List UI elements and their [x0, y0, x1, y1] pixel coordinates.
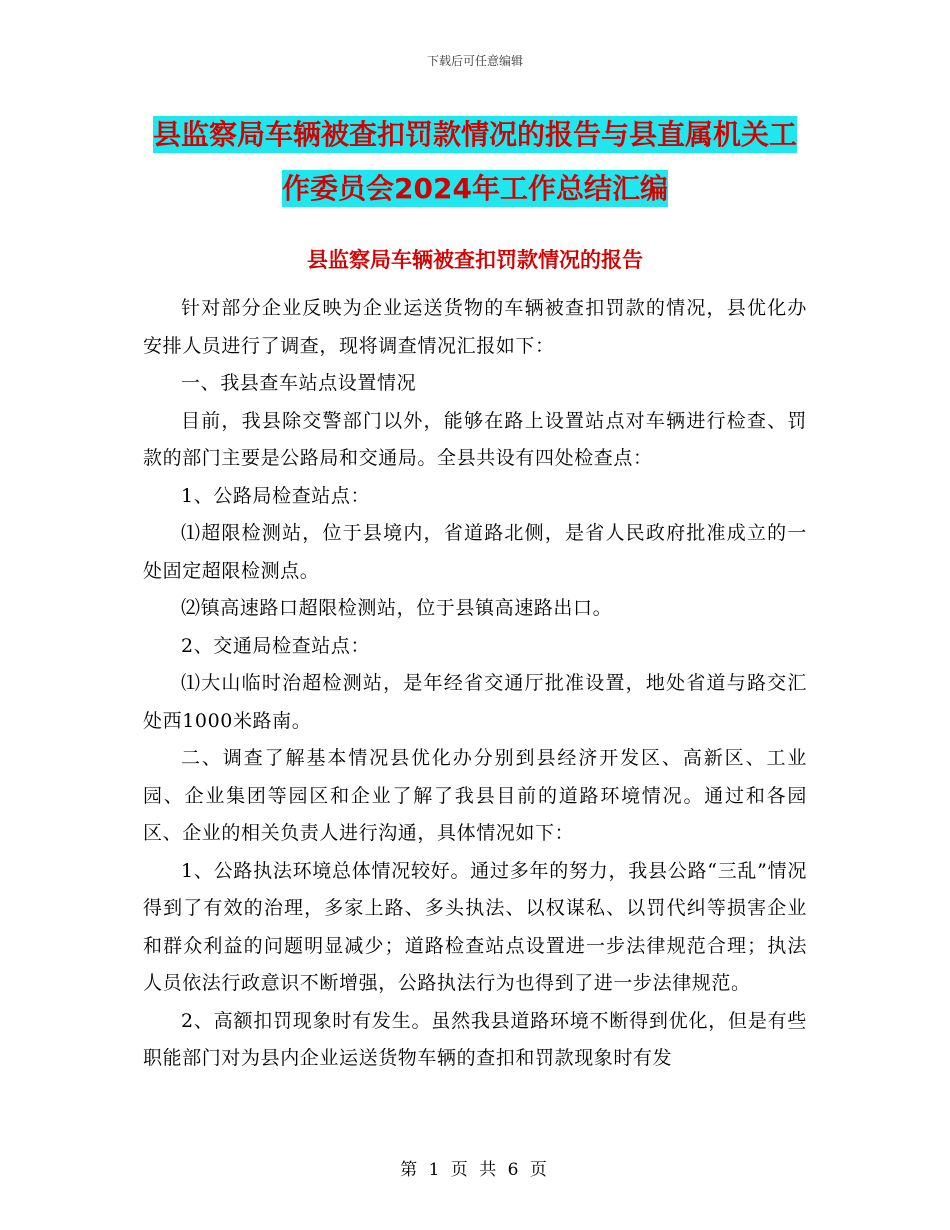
- paragraph: 2、高额扣罚现象时有发生。虽然我县道路环境不断得到优化，但是有些职能部门对为县内企业运送货物车辆的查扣和罚款现象时有发: [143, 1009, 807, 1069]
- document-title: [0, 108, 950, 216]
- paragraph: 一、我县查车站点设置情况: [181, 372, 417, 394]
- page-header: 下载后可任意编辑: [426, 54, 523, 68]
- paragraph: 2、交通局检查站点：: [181, 634, 371, 657]
- paragraph: 1、公路局检查站点：: [181, 484, 371, 507]
- paragraph: ⑵镇高速路口超限检测站，位于县镇高速路出口。: [181, 597, 613, 619]
- document-title-line-2: 作委员会2024年工作总结汇编: [282, 172, 668, 205]
- paragraph: 针对部分企业反映为企业运送货物的车辆被查扣罚款的情况，县优化办安排人员进行了调查，现将调查情况汇报如下：: [143, 297, 807, 357]
- paragraph: 二、调查了解基本情况县优化办分别到县经济开发区、高新区、工业园、企业集团等园区和企业了解了我县目前的道路环境情况。通过和各园区、企业的相关负责人进行沟通，具体情况如下：: [143, 747, 807, 844]
- section-title: 县监察局车辆被查扣罚款情况的报告: [307, 248, 643, 272]
- body-text: [143, 290, 807, 1078]
- paragraph: ⑴大山临时治超检测站，是年经省交通厅批准设置，地处省道与路交汇处西1000米路南。: [143, 672, 807, 732]
- page-footer: 第 1 页 共 6 页: [400, 1160, 550, 1180]
- document-title-line-1: 县监察局车辆被查扣罚款情况的报告与县直属机关工: [152, 118, 797, 151]
- paragraph: ⑴超限检测站，位于县境内，省道路北侧，是省人民政府批准成立的一处固定超限检测点。: [143, 522, 807, 582]
- paragraph: 1、公路执法环境总体情况较好。通过多年的努力，我县公路“三乱”情况得到了有效的治理，多家上路、多头执法、以权谋私、以罚代纠等损害企业和群众利益的问题明显减少；道路检查站点设置进一步法律规范合理；执法人员依法行政意识不断增强，公路执法行为也得到了进一步法律规范。: [143, 859, 807, 994]
- paragraph: 目前，我县除交警部门以外，能够在路上设置站点对车辆进行检查、罚款的部门主要是公路局和交通局。全县共设有四处检查点：: [143, 409, 807, 469]
